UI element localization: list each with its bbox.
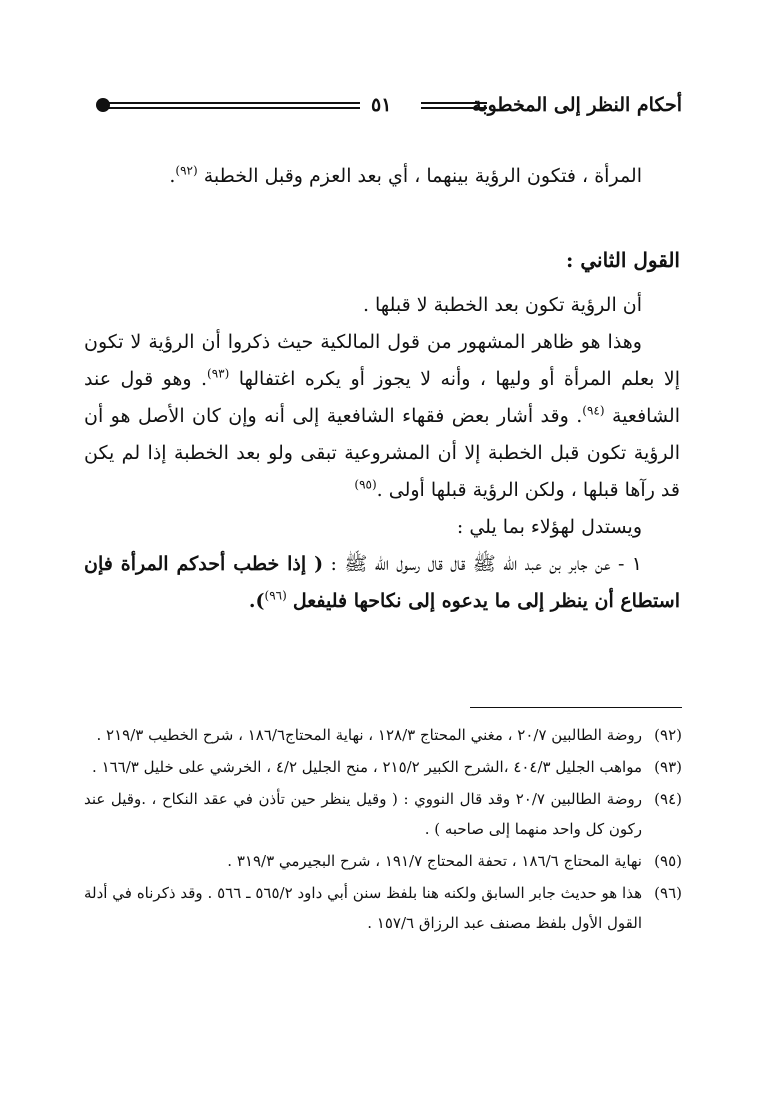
footnote-ref-93: (٩٣) <box>207 366 230 381</box>
footnote-ref-95: (٩٥) <box>354 477 377 492</box>
footnote-number: (٩٣) <box>654 758 682 776</box>
footnote-93 <box>84 752 682 782</box>
footnote-separator <box>470 707 682 708</box>
running-header <box>96 92 682 128</box>
footnote-text: نهاية المحتاج ١٨٦/٦ ، تحفة المحتاج ١٩١/٧ ، شرح البجيرمي ٣١٩/٣ . <box>227 852 642 870</box>
intro-line <box>84 158 680 195</box>
paragraph-3: ويستدل لهؤلاء بما يلي : <box>456 516 642 538</box>
footnote-ref-94: (٩٤) <box>582 403 605 418</box>
footnote-92 <box>84 720 682 750</box>
header-title: أحكام النظر إلى المخطوبة <box>472 94 682 116</box>
footnote-96 <box>84 878 682 938</box>
footnote-number: (٩٥) <box>654 852 682 870</box>
footnote-text: روضة الطالبين ٢٠/٧ ، مغني المحتاج ١٢٨/٣ ، نهاية المحتاج١٨٦/٦ ، شرح الخطيب ٢١٩/٣ . <box>96 726 642 744</box>
paragraph-2-part-b: . وهو قول عند الشافعية <box>84 368 680 427</box>
main-body <box>84 287 680 620</box>
footnote-ref-96: (٩٦) <box>264 588 287 603</box>
footnote-94 <box>84 784 682 844</box>
list-item-1 <box>84 546 680 620</box>
paragraph-2 <box>84 324 680 509</box>
footnote-number: (٩٤) <box>654 790 682 808</box>
paragraph-1: أن الرؤية تكون بعد الخطبة لا قبلها . <box>362 294 642 316</box>
header-rule-long <box>106 102 360 109</box>
hadith-text: ( إذا خطب أحدكم المرأة فإن استطاع أن ينظر إلى ما يدعوه إلى نكاحها فليفعل <box>84 553 680 612</box>
intro-text: المرأة ، فتكون الرؤية بينهما ، أي بعد العزم وقبل الخطبة <box>203 165 642 187</box>
paragraph-2-part-c: . وقد أشار بعض فقهاء الشافعية إلى أنه وإن كان الأصل هو أن الرؤية تكون قبل الخطبة إلا أن المشروعية تبقى ولو بعد الخطبة إذا لم يكن قد رآها قبلها ، ولكن الرؤية قبلها أولى . <box>84 405 680 501</box>
footnote-95 <box>84 846 682 876</box>
list-item-1-intro: ١ - عن جابر بن عبد الله ﷺ قال قال رسول الله ﷺ : <box>330 553 642 575</box>
footnote-number: (٩٦) <box>654 884 682 902</box>
page-number: ٥١ <box>371 94 392 116</box>
section-heading: القول الثاني : <box>566 248 680 272</box>
footnote-text: مواهب الجليل ٤٠٤/٣ ،الشرح الكبير ٢١٥/٢ ، منح الجليل ٤/٢ ، الخرشي على خليل ١٦٦/٣ . <box>92 758 642 776</box>
footnote-text: هذا هو حديث جابر السابق ولكنه هنا بلفظ سنن أبي داود ٥٦٥/٢ ـ ٥٦٦ . وقد ذكرناه في أدلة القول الأول بلفظ مصنف عبد الرزاق ١٥٧/٦ . <box>84 884 643 932</box>
intro-paragraph: المرأة ، فتكون الرؤية بينهما ، أي بعد العزم وقبل الخطبة $^{(٩٢)}$. <box>169 163 642 187</box>
hadith-close: ). <box>248 590 265 612</box>
footnote-number: (٩٢) <box>654 726 682 744</box>
paragraph-2-part-a: وهذا هو ظاهر المشهور من قول المالكية حيث ذكروا أن الرؤية لا تكون إلا بعلم المرأة أو وليها ، وأنه لا يجوز أو يكره اغتفالها <box>84 331 680 390</box>
footnote-ref-92: (٩٢) <box>175 163 198 178</box>
footnote-text: روضة الطالبين ٢٠/٧ وقد قال النووي : ( وقيل ينظر حين تأذن في عقد النكاح ، .وقيل عند ركون كل واحد منهما إلى صاحبه ) . <box>84 790 642 838</box>
footnotes-section <box>84 720 682 940</box>
